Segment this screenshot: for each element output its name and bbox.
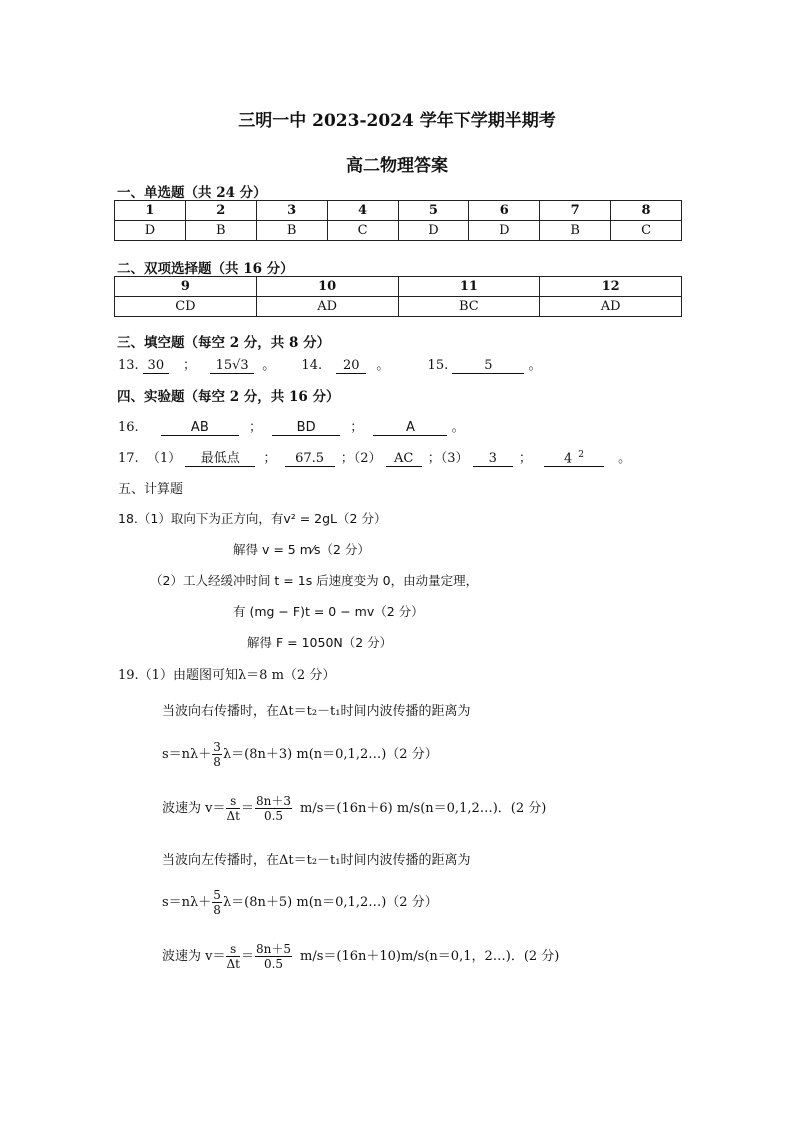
- table-cell: AD: [540, 297, 682, 317]
- table-cell: 10: [256, 277, 398, 297]
- q17-answer-1: 最低点: [185, 451, 255, 467]
- table-cell: 7: [540, 201, 611, 221]
- q14-label: 14.: [301, 358, 323, 373]
- section4-heading: 四、实验题（每空 2 分，共 16 分）: [117, 389, 340, 405]
- q18-line-3: （2）工人经缓冲时间 t = 1s 后速度变为 0，由动量定理，: [150, 573, 479, 588]
- table-cell: D: [469, 221, 540, 241]
- section2-number-row: [115, 277, 682, 297]
- q18-line-4: 有 (mg − F)t = 0 − mv（2 分）: [233, 604, 424, 619]
- q19-v2-suffix: m/s＝(16n＋10)m/s(n＝0,1，2…)．(2 分): [300, 949, 560, 964]
- q17-answer-5: [544, 448, 604, 467]
- table-cell: CD: [115, 297, 257, 317]
- section1-table: [114, 200, 682, 241]
- q18-line-5: 解得 F = 1050N（2 分）: [247, 635, 393, 650]
- q15-answer: 5: [452, 358, 524, 374]
- fraction-8n3-05: [255, 794, 292, 823]
- table-cell: BC: [398, 297, 540, 317]
- table-cell: D: [115, 221, 186, 241]
- table-cell: D: [398, 221, 469, 241]
- q13-answer-2: 15√3: [210, 358, 254, 374]
- section1-answer-row: [115, 221, 682, 241]
- table-cell: AD: [256, 297, 398, 317]
- q17-answer-5-base: 4: [563, 451, 573, 466]
- q17-line: 17. （1） 最低点 ； 67.5 ；（2） AC ；（3） 3 ； 4 $^2$ 。: [118, 449, 632, 466]
- table-cell: 6: [469, 201, 540, 221]
- q16-line: 16. AB ； BD ； A 。: [118, 420, 465, 435]
- fraction-denominator: Δt: [226, 809, 240, 823]
- q17-answer-2: 67.5: [285, 451, 335, 467]
- fraction-denominator: 8: [213, 755, 221, 769]
- table-cell: 2: [185, 201, 256, 221]
- q16-answer-3: A: [373, 420, 447, 436]
- q13-answer-1: 30: [143, 358, 169, 374]
- table-cell: 3: [256, 201, 327, 221]
- table-cell: 9: [115, 277, 257, 297]
- q17-answer-4: 3: [473, 451, 513, 467]
- q13-label: 13.: [118, 358, 139, 373]
- equals-sign: ＝: [240, 801, 254, 816]
- fraction-5-8: [212, 888, 222, 917]
- fraction-s-dt: [226, 942, 240, 971]
- q17-label: 17.: [118, 451, 139, 466]
- section3-heading: 三、填空题（每空 2 分，共 8 分）: [117, 335, 331, 351]
- q17-part-2: （2）: [353, 451, 382, 466]
- section2-answer-row: [115, 297, 682, 317]
- q16-label: 16.: [118, 420, 139, 435]
- q19-s1-suffix: λ＝(8n＋3) m(n＝0,1,2…)（2 分）: [222, 747, 438, 762]
- q19-line-5: 当波向左传播时，在Δt＝t₂－t₁时间内波传播的距离为: [162, 853, 471, 868]
- page-subtitle: 高二物理答案: [346, 156, 448, 176]
- q17-part-3: （3）: [440, 451, 469, 466]
- fraction-denominator: Δt: [226, 957, 240, 971]
- q16-answer-1: AB: [161, 420, 239, 436]
- q16-answer-2: BD: [272, 420, 340, 436]
- q15-label: 15.: [427, 358, 449, 373]
- fraction-numerator: s: [226, 942, 240, 957]
- table-cell: 5: [398, 201, 469, 221]
- q19-s2-suffix: λ＝(8n＋5) m(n＝0,1,2…)（2 分）: [222, 895, 438, 910]
- section5-heading: 五、计算题: [118, 482, 184, 497]
- fraction-denominator: 0.5: [263, 957, 284, 971]
- fraction-numerator: 8n＋3: [256, 794, 291, 808]
- q19-s2-prefix: s＝nλ＋: [162, 895, 212, 910]
- section2-heading: 二、双项选择题（共 16 分）: [117, 261, 294, 277]
- q14-answer: 20: [336, 358, 366, 374]
- q19-line-1: 19.（1）由题图可知λ＝8 m（2 分）: [118, 668, 336, 683]
- table-cell: B: [185, 221, 256, 241]
- fraction-denominator: 8: [213, 903, 221, 917]
- q19-distance-left: [162, 888, 438, 917]
- table-cell: B: [540, 221, 611, 241]
- q18-line-2: 解得 v = 5 m⁄s（2 分）: [233, 542, 370, 557]
- table-cell: 8: [611, 201, 682, 221]
- q19-v1-prefix: 波速为 v＝: [162, 801, 226, 816]
- section1-number-row: [115, 201, 682, 221]
- table-cell: 1: [115, 201, 186, 221]
- q17-answer-5-exponent: 2: [578, 449, 584, 460]
- page-title: 三明一中 2023-2024 学年下学期半期考: [238, 111, 556, 131]
- fraction-numerator: s: [226, 794, 240, 809]
- fraction-8n5-05: [255, 942, 292, 971]
- equals-sign: ＝: [240, 949, 254, 964]
- q19-distance-right: [162, 740, 438, 769]
- table-cell: 4: [327, 201, 398, 221]
- fraction-3-8: [212, 740, 222, 769]
- q17-answer-3: AC: [386, 451, 422, 467]
- q19-speed-left: [162, 942, 559, 971]
- q19-line-2: 当波向右传播时，在Δt＝t₂－t₁时间内波传播的距离为: [162, 704, 471, 719]
- table-cell: B: [256, 221, 327, 241]
- fraction-numerator: 3: [213, 740, 221, 754]
- q19-v1-suffix: m/s＝(16n＋6) m/s(n＝0,1,2…)．(2 分): [300, 801, 547, 816]
- q17-part-1: （1）: [146, 451, 182, 466]
- q19-speed-right: [162, 794, 546, 823]
- table-cell: C: [611, 221, 682, 241]
- q19-v2-prefix: 波速为 v＝: [162, 949, 226, 964]
- q18-line-1: 18.（1）取向下为正方向，有v² = 2gL（2 分）: [118, 511, 387, 526]
- fraction-denominator: 0.5: [263, 809, 284, 823]
- section2-table: [114, 276, 682, 317]
- fraction-numerator: 5: [213, 888, 221, 902]
- section1-heading: 一、单选题（共 24 分）: [117, 185, 267, 201]
- fraction-numerator: 8n＋5: [256, 942, 291, 956]
- q19-s1-prefix: s＝nλ＋: [162, 747, 212, 762]
- table-cell: C: [327, 221, 398, 241]
- table-cell: 12: [540, 277, 682, 297]
- q13-15-line: 13. 30 ； 15√3 。 14. 20 。 15. 5 。: [118, 358, 542, 373]
- fraction-s-dt: [226, 794, 240, 823]
- table-cell: 11: [398, 277, 540, 297]
